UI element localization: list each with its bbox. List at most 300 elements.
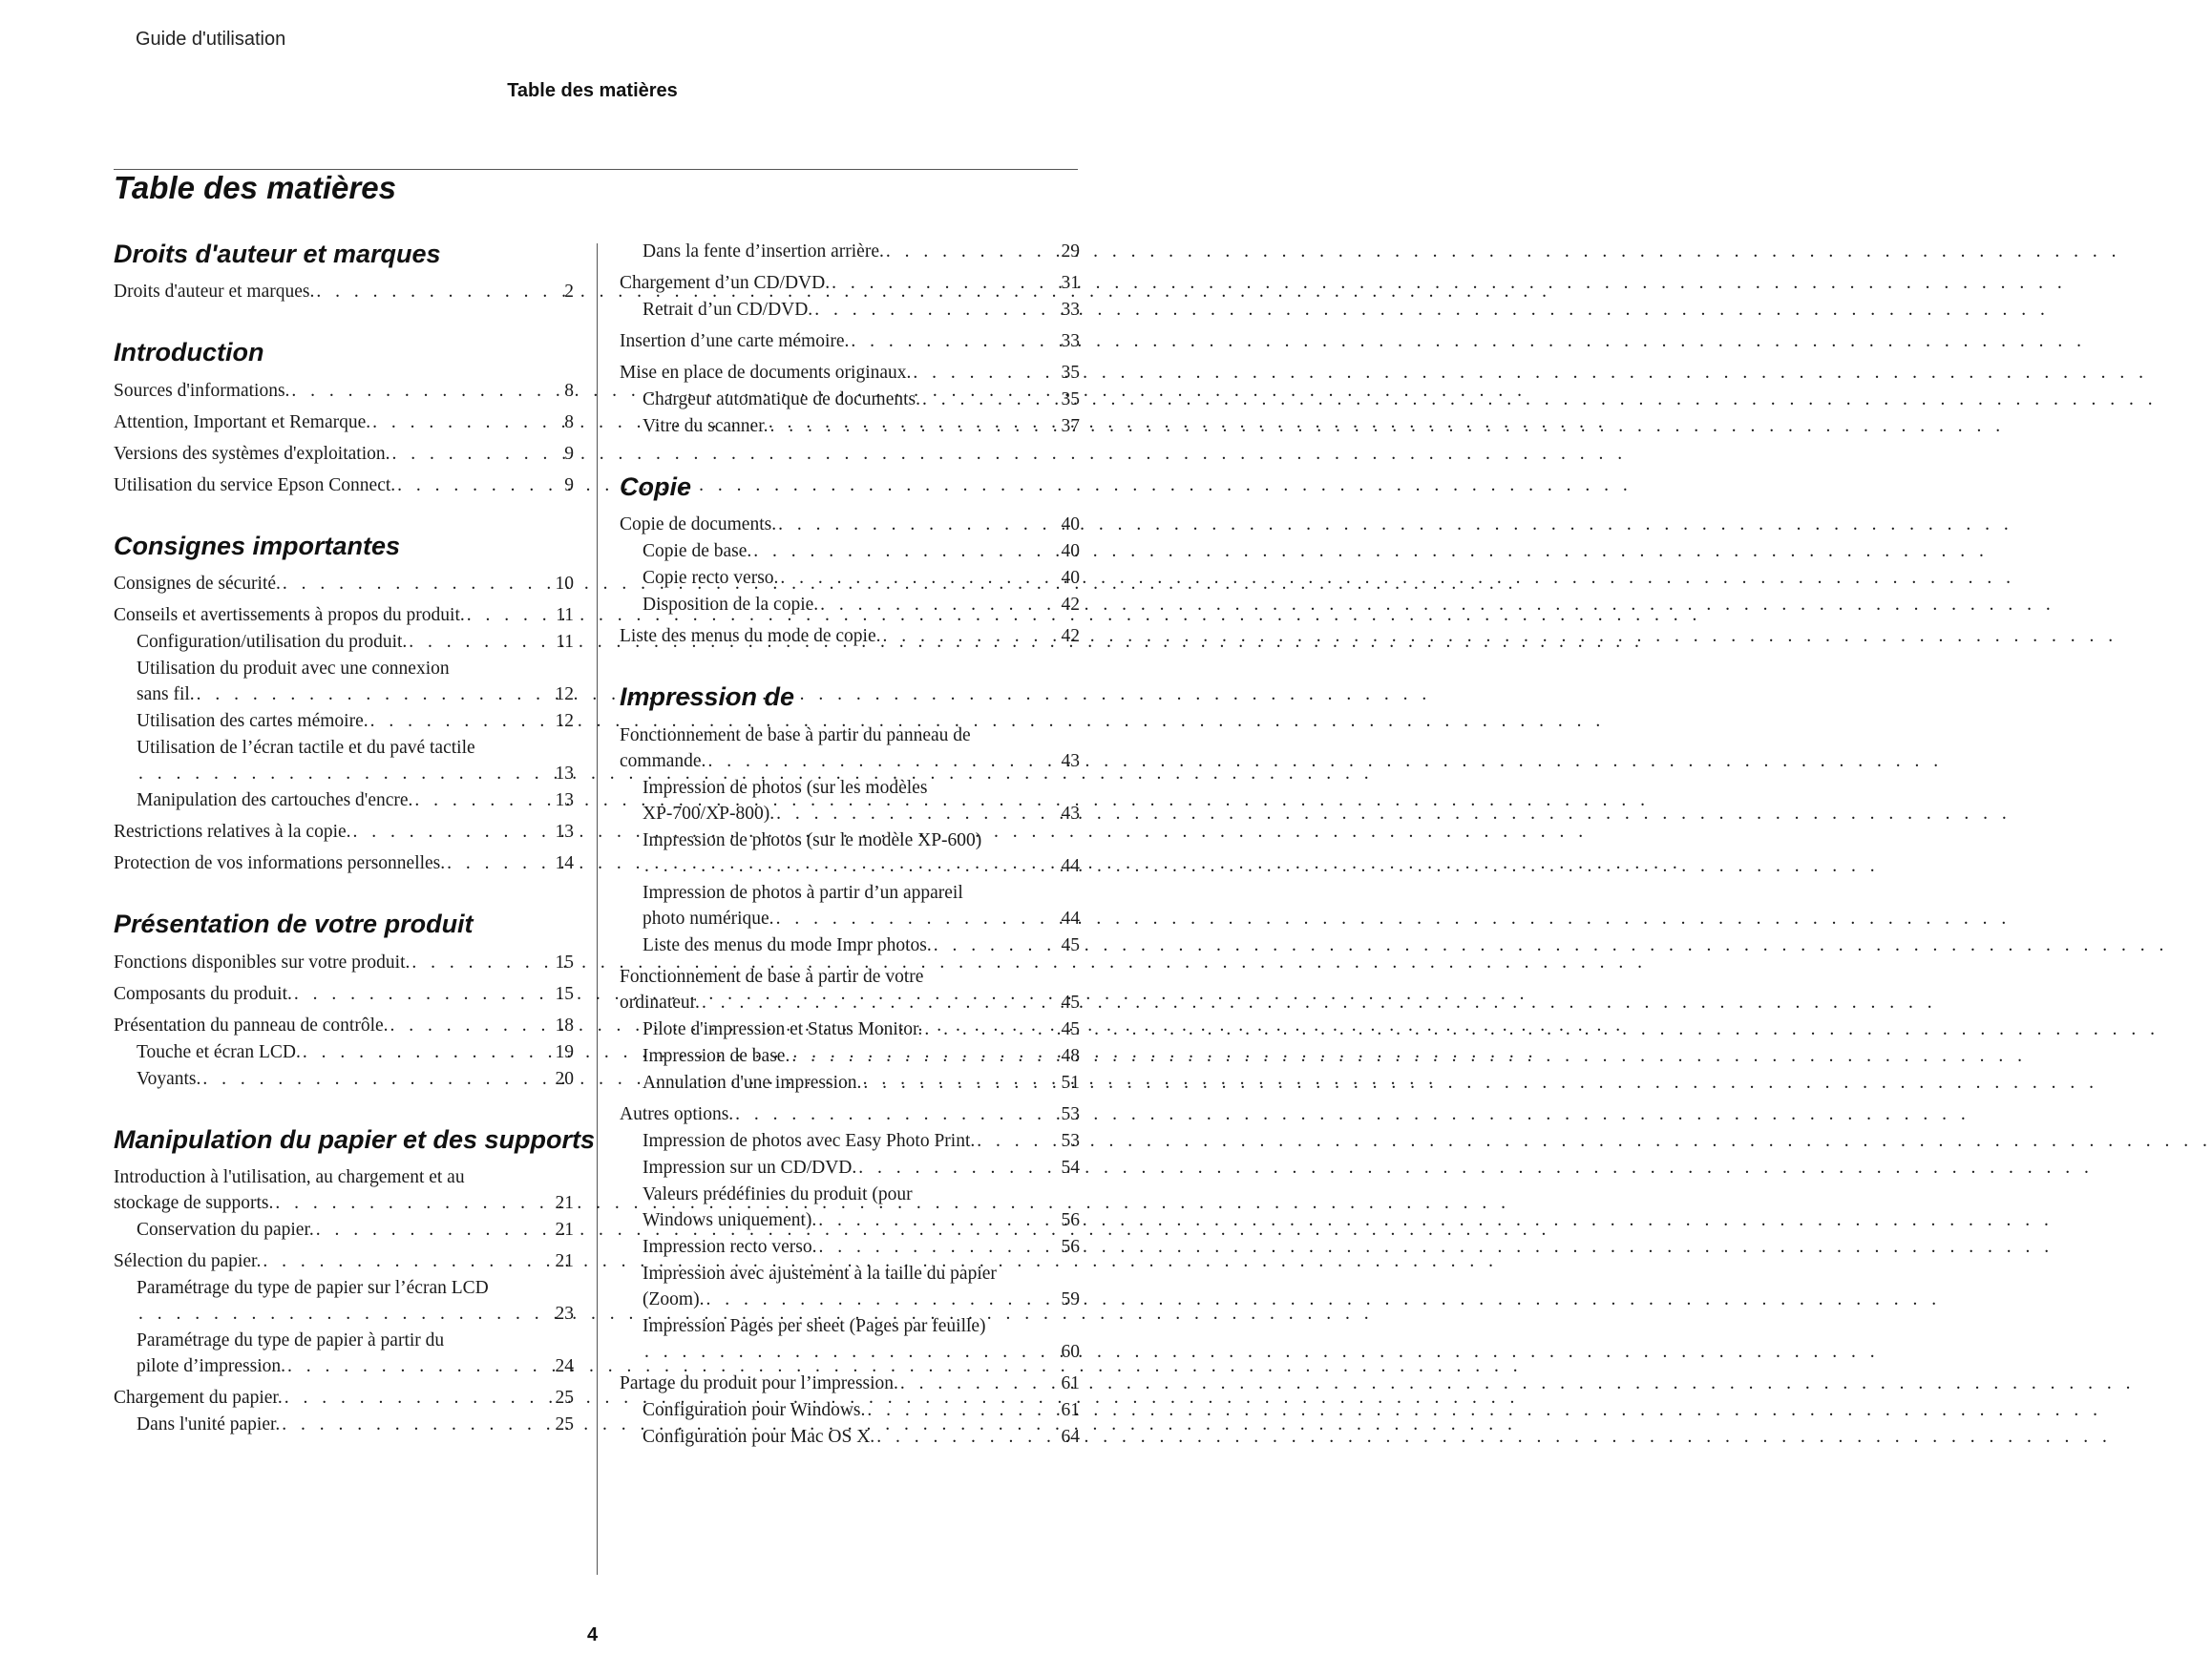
toc-entry[interactable] (114, 735, 574, 786)
dot-leader (882, 623, 1059, 649)
toc-entry-text: Windows uniquement). (643, 1209, 817, 1230)
toc-page-number: 18 (555, 1015, 574, 1036)
toc-entry-text: Touche et écran LCD. (137, 1041, 301, 1062)
toc-entry-text: Impression de photos avec Easy Photo Print. (643, 1130, 976, 1151)
toc-entry[interactable] (114, 1164, 574, 1216)
dot-leader (316, 1217, 554, 1243)
toc-entry-line (620, 270, 1080, 296)
toc-page-number: 64 (1061, 1426, 1080, 1447)
dot-leader (858, 1155, 1059, 1181)
toc-section-impression-de (620, 681, 1080, 1449)
toc-entry[interactable] (620, 964, 1080, 1015)
toc-page-number: 60 (1061, 1341, 1080, 1362)
dot-leader (397, 472, 562, 498)
toc-entry[interactable] (114, 1328, 574, 1379)
toc-entry-line (137, 1301, 574, 1327)
dot-leader (391, 441, 562, 467)
toc-entry-text: Configuration/utilisation du produit. (137, 632, 408, 653)
toc-section-introduction (114, 337, 574, 497)
toc-entry-text: ordinateur. (620, 992, 700, 1013)
toc-entry[interactable] (620, 239, 1080, 264)
toc-entry-line (114, 981, 574, 1007)
toc-page-number: 40 (1061, 514, 1080, 535)
toc-entry-text-line1: Introduction à l'utilisation, au chargement et au (114, 1166, 465, 1187)
toc-page-number: 24 (555, 1355, 574, 1376)
toc-entry-text: Dans l'unité papier. (137, 1413, 281, 1434)
toc-entry-line (114, 1385, 574, 1411)
toc-entry-line (643, 1016, 1080, 1042)
toc-section-presentation-de-votre-produit (114, 909, 574, 1091)
toc-page-number: 35 (1061, 363, 1080, 383)
toc-entry-text: Chargement d’un CD/DVD. (620, 273, 831, 293)
toc-entry-line (643, 1339, 1080, 1365)
toc-entry-line (643, 1070, 1080, 1096)
toc-entry-line (643, 1287, 1080, 1312)
toc-entry[interactable] (114, 409, 574, 435)
toc-page-number: 33 (1061, 300, 1080, 320)
toc-entry-list (620, 512, 1080, 649)
toc-page-number: 44 (1061, 855, 1080, 876)
toc-entry-text: Impression recto verso. (643, 1236, 817, 1257)
toc-page-number: 14 (555, 853, 574, 874)
running-header-title: Guide d'utilisation (136, 29, 286, 50)
toc-entry-text: Sources d'informations. (114, 380, 290, 401)
dot-leader (411, 950, 553, 975)
toc-page-number: 33 (1061, 331, 1080, 351)
toc-section-manipulation-du-papier-et-des-supports (114, 1124, 596, 1437)
dot-leader (447, 850, 553, 876)
toc-entry-line (137, 1217, 574, 1243)
toc-entry[interactable] (114, 441, 574, 467)
toc-entry-text-line1: Impression de photos (sur les modèles (643, 777, 928, 798)
section-heading[interactable]: Présentation de votre produit (114, 910, 474, 939)
toc-page-number: 25 (555, 1387, 574, 1408)
dot-leader (934, 932, 1060, 958)
dot-leader (353, 819, 554, 845)
section-heading[interactable]: Copie (620, 472, 692, 501)
toc-page-number: 56 (1061, 1236, 1080, 1257)
toc-entry-text: Disposition de la copie. (643, 595, 819, 616)
toc-page-number: 56 (1061, 1209, 1080, 1230)
toc-entry[interactable] (620, 1070, 1080, 1096)
toc-entry-text: Insertion d’une carte mémoire. (620, 331, 850, 351)
toc-entry[interactable] (620, 722, 1080, 774)
toc-entry-line (643, 387, 1080, 412)
toc-page-number: 42 (1061, 595, 1080, 616)
dot-leader (282, 1412, 553, 1437)
toc-entry[interactable] (620, 932, 1080, 958)
toc-entry[interactable] (114, 850, 574, 876)
toc-entry[interactable] (620, 1128, 1080, 1154)
dot-leader (876, 1424, 1059, 1450)
toc-entry-text-line1: Utilisation du produit avec une connexion (137, 659, 450, 680)
toc-entry[interactable] (620, 623, 1080, 649)
toc-entry-text: XP-700/XP-800). (643, 803, 775, 824)
toc-entry-text: Liste des menus du mode Impr photos. (643, 934, 932, 955)
section-heading[interactable]: Introduction (114, 338, 264, 367)
toc-entry-line (643, 906, 1080, 932)
toc-page-number: 20 (555, 1068, 574, 1089)
toc-page-number: 21 (555, 1250, 574, 1271)
toc-page-number: 15 (555, 983, 574, 1004)
toc-entry[interactable] (620, 1397, 1080, 1423)
toc-page-number: 29 (1061, 241, 1080, 262)
toc-entry[interactable] (620, 387, 1080, 412)
toc-entry[interactable] (620, 1371, 1080, 1396)
toc-entry[interactable] (114, 1412, 574, 1437)
toc-entry[interactable] (620, 413, 1080, 439)
toc-page-number: 45 (1061, 1018, 1080, 1039)
toc-entry-line (114, 409, 574, 435)
dot-leader (820, 592, 1059, 618)
dot-leader (924, 1016, 1059, 1042)
toc-entry-line (643, 1128, 1080, 1154)
dot-leader (977, 1128, 1059, 1154)
toc-entry-text: Copie de base. (643, 541, 752, 562)
toc-page-number: 15 (555, 952, 574, 973)
dot-leader (370, 708, 554, 734)
dot-leader (851, 328, 1059, 354)
toc-entry[interactable] (114, 378, 574, 404)
toc-entry-line (643, 565, 1080, 591)
toc-entry-text-line1: Paramétrage du type de papier à partir du (137, 1330, 445, 1350)
dot-leader (284, 1385, 554, 1411)
toc-entry-line (137, 1066, 574, 1092)
dot-leader (776, 801, 1059, 827)
section-heading[interactable]: Manipulation du papier et des supports (114, 1124, 596, 1154)
toc-entry-text: photo numérique. (643, 908, 774, 929)
toc-entry-line (114, 441, 574, 467)
toc-entry-text: Mise en place de documents originaux. (620, 363, 912, 383)
toc-entry-line (620, 990, 1080, 1015)
toc-entry-text-line1: Utilisation de l’écran tactile et du pavé tactile (137, 738, 475, 759)
toc-entry-text: Liste des menus du mode de copie. (620, 626, 881, 647)
toc-entry[interactable] (620, 1424, 1080, 1450)
toc-entry-line (114, 950, 574, 975)
dot-leader (409, 629, 554, 655)
toc-entry-text: Sélection du papier. (114, 1250, 262, 1271)
toc-page-number: 61 (1061, 1399, 1080, 1420)
toc-entry-line (620, 623, 1080, 649)
toc-entry-text-line1: Impression avec ajustement à la taille du papier (643, 1263, 997, 1284)
toc-entry[interactable] (620, 880, 1080, 932)
toc-entry-line (114, 571, 574, 597)
toc-page-number: 35 (1061, 389, 1080, 409)
toc-entry-text: Versions des systèmes d'exploitation. (114, 443, 390, 464)
toc-entry-line (643, 1397, 1080, 1423)
toc-entry[interactable] (620, 827, 1080, 879)
dot-leader (886, 239, 1060, 264)
toc-entry[interactable] (114, 602, 574, 628)
toc-entry-text: Impression de base. (643, 1045, 790, 1066)
toc-entry-text: commande. (620, 750, 706, 771)
toc-entry[interactable] (620, 538, 1080, 564)
toc-entry-line (643, 1207, 1080, 1233)
dot-leader (706, 1287, 1059, 1312)
dot-leader (735, 1101, 1059, 1127)
toc-entry-line (643, 592, 1080, 618)
toc-entry-list (114, 571, 574, 876)
toc-page-number: 23 (555, 1303, 574, 1324)
toc-entry-list (620, 239, 1080, 439)
toc-left-column (114, 239, 596, 1470)
toc-entry[interactable] (114, 981, 574, 1007)
toc-section-droits-d-auteur-et-marques (114, 239, 574, 304)
toc-entry-text: Vitre du scanner. (643, 416, 769, 436)
toc-entry[interactable] (114, 1066, 574, 1092)
dot-leader (814, 297, 1059, 323)
toc-entry[interactable] (620, 512, 1080, 537)
dot-leader (138, 761, 554, 786)
toc-page-number: 45 (1061, 934, 1080, 955)
toc-entry[interactable] (620, 1155, 1080, 1181)
toc-entry[interactable] (114, 1248, 574, 1274)
toc-page-number: 40 (1061, 541, 1080, 562)
toc-entry-line (114, 472, 574, 498)
toc-entry-text: pilote d’impression. (137, 1355, 285, 1376)
toc-entry[interactable] (620, 297, 1080, 323)
toc-entry-line (620, 328, 1080, 354)
dot-leader (275, 1190, 553, 1216)
toc-page-number: 19 (555, 1041, 574, 1062)
toc-page-number: 45 (1061, 992, 1080, 1013)
toc-entry[interactable] (114, 787, 574, 813)
toc-entry[interactable] (620, 1182, 1080, 1233)
toc-entry-text: Attention, Important et Remarque. (114, 411, 371, 432)
toc-page-number: 9 (564, 443, 574, 464)
toc-entry-text: Composants du produit. (114, 983, 292, 1004)
dot-leader (922, 387, 1060, 412)
toc-entry[interactable] (114, 1013, 574, 1038)
toc-entry-line (643, 1155, 1080, 1181)
toc-page-number: 53 (1061, 1130, 1080, 1151)
toc-page-number: 21 (555, 1219, 574, 1240)
page-title: Table des matières (114, 170, 396, 205)
toc-section-continued (620, 239, 1080, 439)
toc-page-number: 8 (564, 411, 574, 432)
dot-leader (197, 681, 554, 707)
toc-entry[interactable] (114, 708, 574, 734)
dot-leader (316, 279, 562, 304)
toc-page-number: 21 (555, 1192, 574, 1213)
toc-page-number: 9 (564, 474, 574, 495)
toc-entry-text: Restrictions relatives à la copie. (114, 822, 351, 843)
dot-leader (900, 1371, 1060, 1396)
toc-page-number: 12 (555, 684, 574, 705)
toc-entry[interactable] (620, 1234, 1080, 1260)
toc-entry-line (137, 629, 574, 655)
toc-entry-text-line1: Paramétrage du type de papier sur l’écran LCD (137, 1277, 489, 1298)
toc-entry-line (643, 1043, 1080, 1069)
toc-entry[interactable] (114, 571, 574, 597)
toc-entry-line (620, 1101, 1080, 1127)
dot-leader (287, 1353, 554, 1379)
toc-entry-line (137, 708, 574, 734)
toc-entry-line (137, 1039, 574, 1065)
toc-entry-text: Dans la fente d’insertion arrière. (643, 241, 884, 262)
toc-entry-text: (Zoom). (643, 1288, 705, 1309)
toc-page-number: 10 (555, 574, 574, 595)
toc-entry[interactable] (620, 1016, 1080, 1042)
toc-entry[interactable] (620, 270, 1080, 296)
toc-entry[interactable] (114, 656, 574, 707)
toc-entry-text: Droits d'auteur et marques. (114, 282, 315, 303)
dot-leader (138, 1301, 554, 1327)
toc-entry[interactable] (114, 1275, 574, 1327)
toc-entry[interactable] (620, 1043, 1080, 1069)
toc-entry[interactable] (114, 1039, 574, 1065)
dot-leader (778, 512, 1059, 537)
toc-entry-text: Consignes de sécurité. (114, 574, 281, 595)
dot-leader (467, 602, 554, 628)
toc-entry-line (114, 819, 574, 845)
toc-entry-text: Configuration pour Windows. (643, 1399, 866, 1420)
dot-leader (303, 1039, 554, 1065)
toc-entry[interactable] (620, 592, 1080, 618)
toc-entry-text: Autres options. (620, 1103, 734, 1124)
toc-entry-text: Annulation d'une impression. (643, 1072, 862, 1093)
dot-leader (819, 1234, 1060, 1260)
dot-leader (867, 1397, 1059, 1423)
toc-entry[interactable] (620, 1101, 1080, 1127)
dot-leader (832, 270, 1059, 296)
toc-page-number: 44 (1061, 908, 1080, 929)
toc-entry-line (137, 761, 574, 786)
page-number: 4 (586, 1624, 599, 1645)
toc-entry[interactable] (114, 279, 574, 304)
toc-section-consignes-importantes (114, 531, 574, 876)
dot-leader (372, 409, 562, 435)
toc-entry-text-line1: Fonctionnement de base à partir du panneau de (620, 724, 971, 745)
toc-entry-text: Présentation du panneau de contrôle. (114, 1015, 389, 1036)
toc-entry-text: Fonctions disponibles sur votre produit. (114, 952, 411, 973)
toc-entry-line (620, 512, 1080, 537)
toc-entry-text: Utilisation des cartes mémoire. (137, 711, 369, 732)
toc-entry-text-line1: Impression Pages per sheet (Pages par feuille) (643, 1315, 986, 1336)
dot-leader (294, 981, 554, 1007)
toc-page-number: 59 (1061, 1288, 1080, 1309)
toc-entry[interactable] (114, 950, 574, 975)
section-heading[interactable]: Impression de (620, 682, 795, 712)
dot-leader (644, 853, 1060, 879)
toc-page-number: 12 (555, 711, 574, 732)
dot-leader (913, 360, 1059, 386)
toc-page-number: 53 (1061, 1103, 1080, 1124)
running-header-section: Table des matières (507, 80, 678, 101)
toc-entry-text: Copie recto verso. (643, 568, 779, 589)
dot-leader (863, 1070, 1059, 1096)
toc-entry-line (643, 239, 1080, 264)
dot-leader (707, 748, 1059, 774)
toc-entry-line (643, 538, 1080, 564)
dot-leader (644, 1339, 1060, 1365)
toc-entry-text: Utilisation du service Epson Connect. (114, 474, 396, 495)
dot-leader (390, 1013, 554, 1038)
toc-page-number: 8 (564, 380, 574, 401)
toc-entry-line (643, 853, 1080, 879)
toc-page-number: 43 (1061, 803, 1080, 824)
toc-entry-line (114, 378, 574, 404)
toc-entry[interactable] (114, 1385, 574, 1411)
toc-entry-line (643, 932, 1080, 958)
toc-entry-text-line1: Impression de photos à partir d’un appareil (643, 882, 963, 903)
toc-entry-line (137, 1353, 574, 1379)
toc-entry-line (620, 1371, 1080, 1396)
toc-entry-line (643, 413, 1080, 439)
dot-leader (414, 787, 553, 813)
toc-entry-text-line1: Fonctionnement de base à partir de votre (620, 966, 924, 987)
toc-entry[interactable] (620, 360, 1080, 386)
section-heading[interactable]: Droits d'auteur et marques (114, 240, 441, 268)
toc-page-number: 2 (564, 282, 574, 303)
toc-entry[interactable] (620, 1261, 1080, 1312)
toc-entry-text: Conseils et avertissements à propos du produit. (114, 605, 465, 626)
toc-entry-line (137, 681, 574, 707)
toc-section-copie (620, 471, 1080, 649)
toc-entry-line (137, 787, 574, 813)
toc-entry-line (620, 360, 1080, 386)
toc-page-number: 51 (1061, 1072, 1080, 1093)
toc-entry-line (137, 1412, 574, 1437)
toc-page-number: 61 (1061, 1372, 1080, 1393)
toc-page-number: 43 (1061, 750, 1080, 771)
toc-entry-text: Manipulation des cartouches d'encre. (137, 790, 413, 811)
toc-entry[interactable] (620, 565, 1080, 591)
toc-right-column (620, 239, 1080, 1482)
toc-page-number: 13 (555, 790, 574, 811)
toc-entry-text: Chargeur automatique de documents. (643, 389, 920, 409)
toc-entry-text: Chargement du papier. (114, 1387, 283, 1408)
toc-entry-text-line1: Valeurs prédéfinies du produit (pour (643, 1183, 913, 1204)
toc-entry[interactable] (114, 819, 574, 845)
toc-page-number: 11 (556, 632, 574, 653)
section-heading[interactable]: Consignes importantes (114, 531, 401, 560)
toc-entry-text: stockage de supports. (114, 1192, 274, 1213)
toc-entry[interactable] (114, 472, 574, 498)
toc-entry-line (114, 279, 574, 304)
toc-entry-text-line1: Impression de photos (sur le modèle XP-600) (643, 829, 982, 850)
toc-entry-line (114, 602, 574, 628)
toc-entry-text: Conservation du papier. (137, 1219, 314, 1240)
toc-entry-text: Copie de documents. (620, 514, 777, 535)
dot-leader (791, 1043, 1059, 1069)
toc-entry[interactable] (620, 328, 1080, 354)
toc-entry-line (114, 850, 574, 876)
toc-entry-text: Voyants. (137, 1068, 201, 1089)
toc-entry-list (114, 950, 574, 1092)
toc-entry[interactable] (114, 1217, 574, 1243)
toc-page-number: 13 (555, 764, 574, 785)
toc-entry-text: Protection de vos informations personnelles. (114, 853, 446, 874)
toc-page-number: 11 (556, 605, 574, 626)
dot-leader (702, 990, 1060, 1015)
dot-leader (818, 1207, 1059, 1233)
dot-leader (770, 413, 1060, 439)
toc-entry[interactable] (114, 629, 574, 655)
toc-entry[interactable] (620, 1313, 1080, 1365)
toc-entry-line (620, 748, 1080, 774)
toc-entry-line (643, 1424, 1080, 1450)
toc-entry-line (643, 801, 1080, 827)
toc-entry-line (114, 1013, 574, 1038)
toc-entry[interactable] (620, 775, 1080, 827)
dot-leader (283, 571, 554, 597)
toc-page-number: 37 (1061, 416, 1080, 436)
toc-entry-text: Pilote d'impression et Status Monitor. (643, 1018, 923, 1039)
toc-entry-line (114, 1248, 574, 1274)
toc-entry-text: Impression sur un CD/DVD. (643, 1157, 857, 1178)
toc-entry-line (114, 1190, 574, 1216)
